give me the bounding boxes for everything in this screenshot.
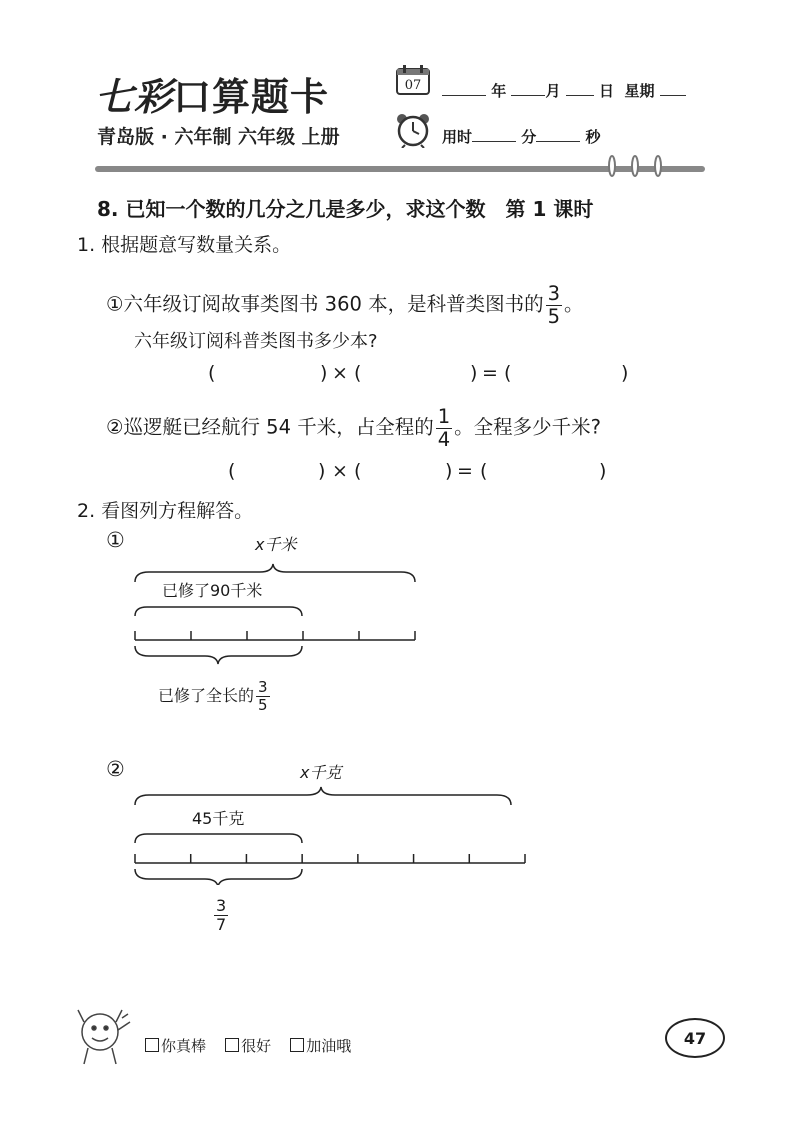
rating-great[interactable]: 你真棒: [145, 1037, 206, 1055]
fig1-part-brace: [135, 607, 302, 616]
lesson-number: 8.: [97, 197, 119, 221]
year-label: 年: [491, 82, 507, 100]
fig1-bottom-label: 已修了全长的 $\frac{3}{5}$: [158, 678, 268, 714]
binder-rings-icon: [602, 152, 672, 180]
question-2-title: 2. 看图列方程解答。: [77, 500, 254, 522]
rating-keep-trying-checkbox[interactable]: [290, 1038, 304, 1052]
fig1-ticks: [135, 631, 415, 640]
date-line: [442, 80, 686, 101]
q1-item2: ②巡逻艇已经航行 54 千米，占全程的 $\frac{1}{4}$ 。全程多少千米?: [106, 405, 601, 451]
calendar-icon: [395, 64, 431, 96]
rating-good[interactable]: 很好: [225, 1037, 271, 1055]
page-number: 47: [665, 1018, 725, 1058]
fig1-part-label: 已修了90千米: [162, 581, 263, 600]
fig1-marker: ①: [106, 528, 125, 552]
q1-item1-text: ①六年级订阅故事类图书 360 本，是科普类图书的: [106, 292, 544, 316]
fig2-fraction: $\frac{3}{7}$: [216, 896, 227, 934]
time-line: [442, 126, 601, 147]
minutes-blank[interactable]: [472, 127, 516, 142]
fig1-total-brace: [135, 564, 415, 582]
edition-label: 青岛版 · 六年制 六年级 上册: [97, 126, 340, 148]
rating-keep-trying[interactable]: 加油哦: [290, 1037, 351, 1055]
fig1-fraction: $\frac{3}{5}$: [258, 678, 268, 714]
lesson-period: 第 1 课时: [505, 197, 594, 221]
seconds-blank[interactable]: [536, 127, 580, 142]
brand-qicai: 七彩: [95, 74, 174, 119]
year-blank[interactable]: [442, 81, 486, 96]
month-blank[interactable]: [511, 81, 545, 96]
brand-name: 口算题卡: [173, 75, 330, 119]
seconds-label: 秒: [585, 128, 601, 146]
fig2-total-brace: [135, 787, 511, 805]
minutes-label: 分: [521, 128, 537, 146]
weekday-label: 星期: [624, 82, 655, 100]
fig2-part-label: 45千克: [192, 809, 245, 828]
fig2-total-label: x千克: [300, 763, 342, 782]
fig1-bottom-brace: [135, 646, 302, 664]
fig2-marker: ②: [106, 757, 125, 781]
mascot-icon: [70, 1000, 136, 1070]
weekday-blank[interactable]: [660, 81, 686, 96]
fig1-line-diagram: [125, 560, 425, 670]
q1-item2-fraction: $\frac{1}{4}$: [437, 405, 451, 451]
fig2-line-diagram: [125, 785, 535, 885]
month-label: 月: [545, 82, 561, 100]
day-label: 日: [598, 82, 614, 100]
brand-title: [95, 66, 329, 121]
fig2-part-brace: [135, 834, 302, 843]
alarm-clock-icon: [395, 112, 431, 148]
q1-item1-question: 六年级订阅科普类图书多少本?: [134, 331, 378, 352]
rating-options: [145, 1035, 351, 1056]
rating-good-checkbox[interactable]: [225, 1038, 239, 1052]
lesson-title: [97, 193, 593, 222]
lesson-name: 已知一个数的几分之几是多少，求这个数: [125, 197, 486, 221]
q1-item1-fraction: $\frac{3}{5}$: [547, 282, 561, 328]
q1-item1: ①六年级订阅故事类图书 360 本，是科普类图书的 $\frac{3}{5}$ 。: [106, 282, 584, 328]
rating-great-checkbox[interactable]: [145, 1038, 159, 1052]
fig2-ticks: [135, 854, 525, 863]
calendar-day-number: 07: [404, 78, 422, 93]
fig2-bottom-brace: [135, 869, 302, 885]
q1-item2-text: ②巡逻艇已经航行 54 千米，占全程的: [106, 415, 434, 439]
time-used-label: 用时: [442, 128, 473, 146]
day-blank[interactable]: [566, 81, 594, 96]
fig1-total-label: x千米: [255, 535, 297, 554]
question-1-title: 1. 根据题意写数量关系。: [77, 234, 292, 256]
